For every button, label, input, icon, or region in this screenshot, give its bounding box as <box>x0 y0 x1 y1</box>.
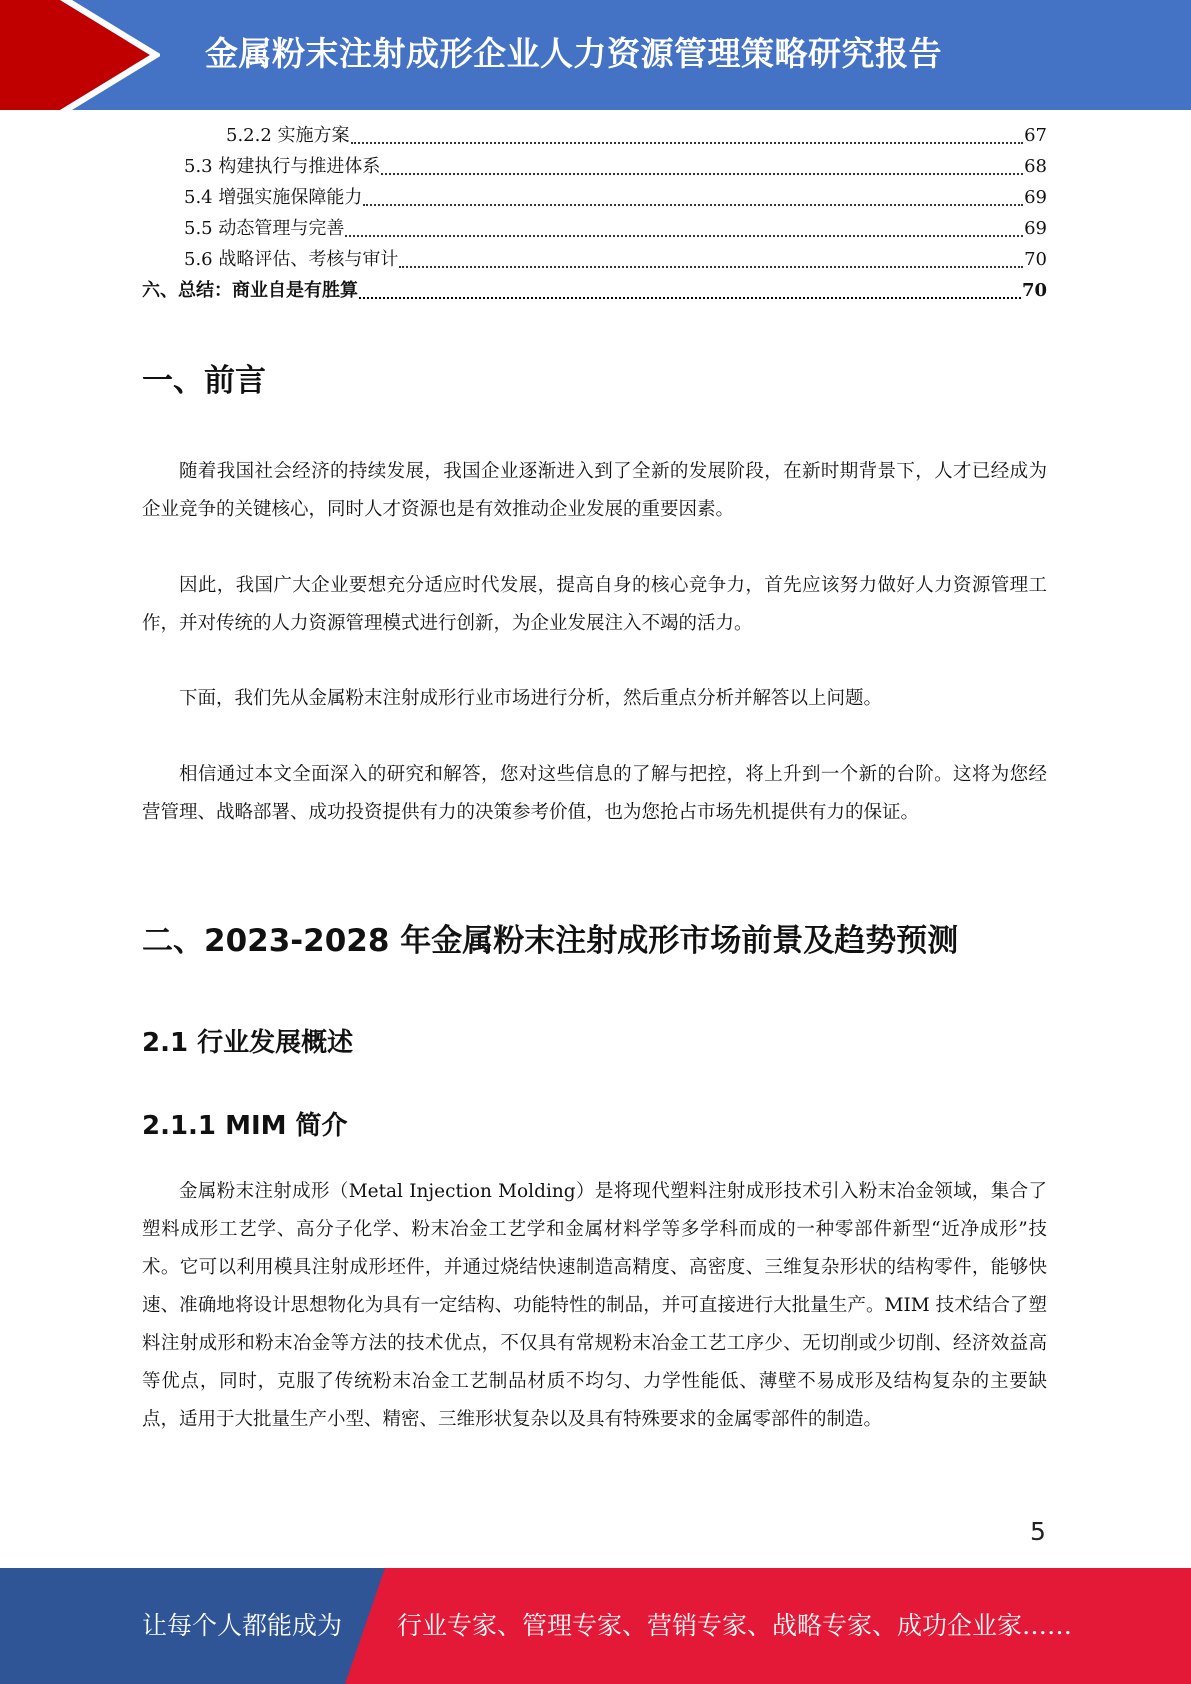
toc-entry-label: 5.6 战略评估、考核与审计 <box>184 249 399 270</box>
paragraph: 下面，我们先从金属粉末注射成形行业市场进行分析，然后重点分析并解答以上问题。 <box>179 688 883 709</box>
paragraph: 相信通过本文全面深入的研究和解答，您对这些信息的了解与把控，将上升到一个新的台阶。这将为您经营管理、战略部署、成功投资提供有力的决策参考价值，也为您抢占市场先机提供有力的保证。 <box>142 764 1047 823</box>
toc-entry-page: 67 <box>1024 125 1047 146</box>
toc-entry-label: 5.4 增强实施保障能力 <box>184 187 363 208</box>
paragraph: 因此，我国广大企业要想充分适应时代发展，提高自身的核心竞争力，首先应该努力做好人力资源管理工作，并对传统的人力资源管理模式进行创新，为企业发展注入不竭的活力。 <box>142 575 1047 634</box>
toc-entry-page: 70 <box>1024 249 1047 270</box>
toc-entry-page: 69 <box>1024 218 1047 239</box>
page-header <box>0 0 1191 110</box>
toc-entry-label: 5.2.2 实施方案 <box>226 125 350 146</box>
header-arrow-decoration <box>0 0 160 110</box>
toc-entry-page: 70 <box>1021 280 1047 301</box>
toc-entry-label: 5.3 构建执行与推进体系 <box>184 156 381 177</box>
section-heading-market-outlook: 二、2023-2028 年金属粉末注射成形市场前景及趋势预测 <box>142 923 959 959</box>
toc-entry[interactable] <box>142 275 1047 306</box>
subsection-heading-overview: 2.1 行业发展概述 <box>142 1028 354 1058</box>
toc-entry[interactable] <box>142 244 1047 275</box>
toc-entry-label: 5.5 动态管理与完善 <box>184 218 345 239</box>
page-footer <box>0 1568 1191 1684</box>
toc-leader-dots <box>381 173 1023 175</box>
toc-entry-page: 68 <box>1024 156 1047 177</box>
footer-slogan-left: 让每个人都能成为 <box>142 1611 343 1640</box>
toc-entry[interactable] <box>142 182 1047 213</box>
table-of-contents <box>142 120 1047 306</box>
toc-leader-dots <box>351 142 1024 144</box>
report-title: 金属粉末注射成形企业人力资源管理策略研究报告 <box>205 34 942 73</box>
toc-entry-page: 69 <box>1024 187 1047 208</box>
toc-leader-dots <box>363 204 1023 206</box>
paragraph: 随着我国社会经济的持续发展，我国企业逐渐进入到了全新的发展阶段，在新时期背景下，人才已经成为企业竞争的关键核心，同时人才资源也是有效推动企业发展的重要因素。 <box>142 461 1047 520</box>
toc-entry[interactable] <box>142 120 1047 151</box>
toc-entry-label: 六、总结：商业自是有胜算 <box>142 280 358 301</box>
section-heading-preface: 一、前言 <box>142 363 266 399</box>
subsection-heading-mim-intro: 2.1.1 MIM 简介 <box>142 1111 348 1141</box>
toc-leader-dots <box>345 235 1023 237</box>
paragraph: 金属粉末注射成形（Metal Injection Molding）是将现代塑料注射成形技术引入粉末冶金领域，集合了塑料成形工艺学、高分子化学、粉末冶金工艺学和金属材料学等多学科而成的一种零部件新型“近净成形”技术。它可以利用模具注射成形坯件，并通过烧结快速制造高精度、高密度、三维复杂形状的结构零件，能够快速、准确地将设计思想物化为具有一定结构、功能特性的制品，并可直接进行大批量生产。MIM 技术结合了塑料注射成形和粉末冶金等方法的技术优点，不仅具有常规粉末冶金工艺工序少、无切削或少切削、经济效益高等优点，同时，克服了传统粉末冶金工艺制品材质不均匀、力学性能低、薄壁不易成形及结构复杂的主要缺点，适用于大批量生产小型、精密、三维形状复杂以及具有特殊要求的金属零部件的制造。 <box>142 1181 1047 1430</box>
toc-leader-dots <box>399 266 1023 268</box>
toc-leader-dots <box>359 297 1021 299</box>
toc-entry[interactable] <box>142 151 1047 182</box>
toc-entry[interactable] <box>142 213 1047 244</box>
page-number: 5 <box>1030 1517 1046 1546</box>
footer-slogan-right: 行业专家、管理专家、营销专家、战略专家、成功企业家…… <box>397 1611 1073 1640</box>
